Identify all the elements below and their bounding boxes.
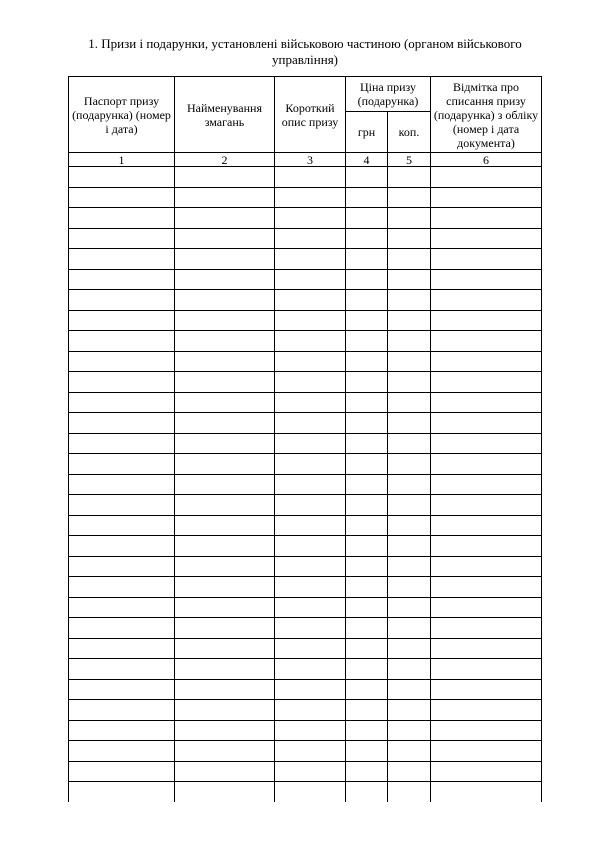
table-cell[interactable] bbox=[346, 700, 388, 721]
table-cell[interactable] bbox=[388, 392, 431, 413]
table-cell[interactable] bbox=[431, 187, 542, 208]
table-row bbox=[69, 495, 542, 516]
table-cell[interactable] bbox=[388, 290, 431, 311]
table-cell[interactable] bbox=[69, 228, 175, 249]
table-cell[interactable] bbox=[69, 638, 175, 659]
table-cell[interactable] bbox=[69, 433, 175, 454]
table-cell[interactable] bbox=[346, 495, 388, 516]
table-cell[interactable] bbox=[431, 331, 542, 352]
table-cell[interactable] bbox=[69, 720, 175, 741]
table-cell[interactable] bbox=[175, 536, 275, 557]
table-cell[interactable] bbox=[275, 413, 346, 434]
table-cell[interactable] bbox=[175, 351, 275, 372]
prizes-table bbox=[68, 76, 542, 802]
table-cell[interactable] bbox=[175, 474, 275, 495]
table-cell[interactable] bbox=[175, 228, 275, 249]
table-cell[interactable] bbox=[431, 536, 542, 557]
table-cell[interactable] bbox=[275, 741, 346, 762]
table-row bbox=[69, 782, 542, 803]
table-cell[interactable] bbox=[69, 351, 175, 372]
header-description: Короткий опис призу bbox=[275, 77, 346, 153]
table-cell[interactable] bbox=[175, 761, 275, 782]
column-number: 1 bbox=[69, 153, 175, 167]
table-row bbox=[69, 290, 542, 311]
table-cell[interactable] bbox=[388, 577, 431, 598]
table-row bbox=[69, 249, 542, 270]
table-cell[interactable] bbox=[388, 454, 431, 475]
table-cell[interactable] bbox=[275, 392, 346, 413]
table-cell[interactable] bbox=[175, 310, 275, 331]
table-cell[interactable] bbox=[69, 782, 175, 803]
table-cell[interactable] bbox=[346, 474, 388, 495]
table-cell[interactable] bbox=[275, 310, 346, 331]
table-row bbox=[69, 515, 542, 536]
table-cell[interactable] bbox=[346, 741, 388, 762]
table-cell[interactable] bbox=[346, 392, 388, 413]
table-cell[interactable] bbox=[346, 372, 388, 393]
table-cell[interactable] bbox=[431, 249, 542, 270]
table-cell[interactable] bbox=[175, 782, 275, 803]
table-cell[interactable] bbox=[69, 761, 175, 782]
table-cell[interactable] bbox=[275, 331, 346, 352]
table-cell[interactable] bbox=[431, 454, 542, 475]
table-cell[interactable] bbox=[346, 167, 388, 188]
table-cell[interactable] bbox=[346, 720, 388, 741]
table-cell[interactable] bbox=[388, 515, 431, 536]
table-row bbox=[69, 228, 542, 249]
table-cell[interactable] bbox=[69, 618, 175, 639]
table-cell[interactable] bbox=[388, 474, 431, 495]
table-cell[interactable] bbox=[69, 741, 175, 762]
table-cell[interactable] bbox=[431, 782, 542, 803]
table-cell[interactable] bbox=[275, 679, 346, 700]
table-cell[interactable] bbox=[431, 556, 542, 577]
table-cell[interactable] bbox=[175, 331, 275, 352]
column-number: 5 bbox=[388, 153, 431, 167]
page-title: 1. Призи і подарунки, установлені військовою частиною (органом військового управління) bbox=[88, 36, 522, 67]
table-cell[interactable] bbox=[346, 556, 388, 577]
table-cell[interactable] bbox=[431, 474, 542, 495]
table-cell[interactable] bbox=[431, 761, 542, 782]
table-cell[interactable] bbox=[275, 638, 346, 659]
table-cell[interactable] bbox=[431, 577, 542, 598]
table-cell[interactable] bbox=[346, 659, 388, 680]
table-cell[interactable] bbox=[431, 167, 542, 188]
table-cell[interactable] bbox=[69, 249, 175, 270]
table-cell[interactable] bbox=[388, 659, 431, 680]
table-cell[interactable] bbox=[69, 659, 175, 680]
table-cell[interactable] bbox=[69, 597, 175, 618]
table-cell[interactable] bbox=[346, 577, 388, 598]
table-cell[interactable] bbox=[388, 228, 431, 249]
table-cell[interactable] bbox=[431, 413, 542, 434]
table-cell[interactable] bbox=[346, 454, 388, 475]
table-cell[interactable] bbox=[175, 679, 275, 700]
table-cell[interactable] bbox=[275, 700, 346, 721]
table-cell[interactable] bbox=[175, 208, 275, 229]
table-row bbox=[69, 474, 542, 495]
table-cell[interactable] bbox=[175, 290, 275, 311]
table-row bbox=[69, 618, 542, 639]
column-number: 2 bbox=[175, 153, 275, 167]
table-row bbox=[69, 536, 542, 557]
table-cell[interactable] bbox=[175, 597, 275, 618]
table-cell[interactable] bbox=[175, 720, 275, 741]
table-cell[interactable] bbox=[69, 290, 175, 311]
table-cell[interactable] bbox=[275, 495, 346, 516]
table-cell[interactable] bbox=[275, 249, 346, 270]
table-cell[interactable] bbox=[388, 597, 431, 618]
table-row bbox=[69, 392, 542, 413]
table-row bbox=[69, 679, 542, 700]
table-cell[interactable] bbox=[346, 310, 388, 331]
table-cell[interactable] bbox=[431, 290, 542, 311]
table-cell[interactable] bbox=[346, 187, 388, 208]
table-cell[interactable] bbox=[275, 454, 346, 475]
table-row bbox=[69, 700, 542, 721]
table-cell[interactable] bbox=[431, 310, 542, 331]
table-cell[interactable] bbox=[69, 208, 175, 229]
table-row bbox=[69, 659, 542, 680]
table-cell[interactable] bbox=[175, 577, 275, 598]
table-cell[interactable] bbox=[346, 761, 388, 782]
table-cell[interactable] bbox=[346, 269, 388, 290]
table-cell[interactable] bbox=[175, 638, 275, 659]
table-cell[interactable] bbox=[388, 249, 431, 270]
table-cell[interactable] bbox=[275, 597, 346, 618]
table-cell[interactable] bbox=[431, 638, 542, 659]
table-cell[interactable] bbox=[275, 433, 346, 454]
table-cell[interactable] bbox=[388, 556, 431, 577]
table-cell[interactable] bbox=[388, 372, 431, 393]
table-row bbox=[69, 167, 542, 188]
table-cell[interactable] bbox=[346, 638, 388, 659]
table-cell[interactable] bbox=[346, 536, 388, 557]
table-row bbox=[69, 269, 542, 290]
table-cell[interactable] bbox=[175, 454, 275, 475]
table-cell[interactable] bbox=[175, 556, 275, 577]
table-cell[interactable] bbox=[69, 167, 175, 188]
table-cell[interactable] bbox=[175, 515, 275, 536]
table-cell[interactable] bbox=[346, 433, 388, 454]
table-cell[interactable] bbox=[388, 679, 431, 700]
table-cell[interactable] bbox=[388, 331, 431, 352]
table-row bbox=[69, 187, 542, 208]
column-number: 4 bbox=[346, 153, 388, 167]
table-row bbox=[69, 597, 542, 618]
table-cell[interactable] bbox=[388, 413, 431, 434]
table-cell[interactable] bbox=[275, 351, 346, 372]
column-number: 3 bbox=[275, 153, 346, 167]
table-cell[interactable] bbox=[346, 351, 388, 372]
table-cell[interactable] bbox=[346, 618, 388, 639]
table-cell[interactable] bbox=[175, 741, 275, 762]
table-cell[interactable] bbox=[431, 618, 542, 639]
table-cell[interactable] bbox=[69, 679, 175, 700]
table-cell[interactable] bbox=[175, 433, 275, 454]
table-cell[interactable] bbox=[69, 392, 175, 413]
table-cell[interactable] bbox=[431, 659, 542, 680]
table-cell[interactable] bbox=[69, 577, 175, 598]
column-number: 6 bbox=[431, 153, 542, 167]
table-cell[interactable] bbox=[69, 495, 175, 516]
table-cell[interactable] bbox=[431, 720, 542, 741]
table-cell[interactable] bbox=[388, 167, 431, 188]
table-cell[interactable] bbox=[69, 536, 175, 557]
table-cell[interactable] bbox=[388, 700, 431, 721]
table-cell[interactable] bbox=[175, 700, 275, 721]
table-cell[interactable] bbox=[69, 454, 175, 475]
table-row bbox=[69, 331, 542, 352]
table-cell[interactable] bbox=[175, 659, 275, 680]
header-competition: Найменування змагань bbox=[175, 77, 275, 153]
table-cell[interactable] bbox=[275, 208, 346, 229]
table-cell[interactable] bbox=[388, 495, 431, 516]
header-writeoff: Відмітка про списання призу (подарунка) з обліку (номер і дата документа) bbox=[431, 77, 542, 153]
table-cell[interactable] bbox=[431, 679, 542, 700]
table-row bbox=[69, 577, 542, 598]
table-row bbox=[69, 638, 542, 659]
table-cell[interactable] bbox=[275, 187, 346, 208]
table-cell[interactable] bbox=[275, 659, 346, 680]
table-row bbox=[69, 372, 542, 393]
table-cell[interactable] bbox=[175, 495, 275, 516]
table-cell[interactable] bbox=[175, 187, 275, 208]
table-cell[interactable] bbox=[175, 269, 275, 290]
table-cell[interactable] bbox=[388, 187, 431, 208]
table-cell[interactable] bbox=[431, 269, 542, 290]
table-cell[interactable] bbox=[431, 495, 542, 516]
table-cell[interactable] bbox=[431, 515, 542, 536]
table-cell[interactable] bbox=[69, 515, 175, 536]
table-cell[interactable] bbox=[388, 351, 431, 372]
table-cell[interactable] bbox=[431, 208, 542, 229]
table-row bbox=[69, 351, 542, 372]
table-cell[interactable] bbox=[431, 392, 542, 413]
table-cell[interactable] bbox=[275, 720, 346, 741]
table-row bbox=[69, 310, 542, 331]
table-cell[interactable] bbox=[275, 167, 346, 188]
table-cell[interactable] bbox=[431, 372, 542, 393]
table-row bbox=[69, 741, 542, 762]
table-cell[interactable] bbox=[275, 290, 346, 311]
table-cell[interactable] bbox=[346, 228, 388, 249]
table-cell[interactable] bbox=[388, 782, 431, 803]
table-cell[interactable] bbox=[346, 249, 388, 270]
header-kop: коп. bbox=[388, 112, 431, 153]
table-cell[interactable] bbox=[431, 351, 542, 372]
header-uah: грн bbox=[346, 112, 388, 153]
table-cell[interactable] bbox=[275, 782, 346, 803]
table-row bbox=[69, 208, 542, 229]
table-row bbox=[69, 761, 542, 782]
table-cell[interactable] bbox=[388, 269, 431, 290]
table-cell[interactable] bbox=[69, 331, 175, 352]
table-cell[interactable] bbox=[69, 556, 175, 577]
table-cell[interactable] bbox=[431, 597, 542, 618]
table-cell[interactable] bbox=[275, 536, 346, 557]
table-cell[interactable] bbox=[388, 741, 431, 762]
table-cell[interactable] bbox=[69, 310, 175, 331]
table-cell[interactable] bbox=[388, 638, 431, 659]
table-cell[interactable] bbox=[175, 413, 275, 434]
table-cell[interactable] bbox=[346, 290, 388, 311]
table-cell[interactable] bbox=[275, 228, 346, 249]
table-cell[interactable] bbox=[346, 782, 388, 803]
table-cell[interactable] bbox=[275, 515, 346, 536]
table-cell[interactable] bbox=[388, 618, 431, 639]
table-cell[interactable] bbox=[69, 413, 175, 434]
table-cell[interactable] bbox=[69, 187, 175, 208]
table-cell[interactable] bbox=[388, 433, 431, 454]
table-cell[interactable] bbox=[346, 679, 388, 700]
table-cell[interactable] bbox=[69, 474, 175, 495]
table-cell[interactable] bbox=[346, 515, 388, 536]
table-cell[interactable] bbox=[388, 720, 431, 741]
table-cell[interactable] bbox=[275, 577, 346, 598]
prizes-table-container bbox=[68, 76, 541, 802]
table-row bbox=[69, 556, 542, 577]
table-row bbox=[69, 413, 542, 434]
header-price: Ціна призу (подарунка) bbox=[346, 77, 431, 112]
table-cell[interactable] bbox=[69, 269, 175, 290]
table-cell[interactable] bbox=[431, 741, 542, 762]
table-cell[interactable] bbox=[175, 372, 275, 393]
table-cell[interactable] bbox=[346, 413, 388, 434]
table-cell[interactable] bbox=[175, 249, 275, 270]
table-cell[interactable] bbox=[275, 761, 346, 782]
table-cell[interactable] bbox=[69, 700, 175, 721]
table-cell[interactable] bbox=[431, 228, 542, 249]
table-cell[interactable] bbox=[275, 269, 346, 290]
table-cell[interactable] bbox=[431, 433, 542, 454]
table-cell[interactable] bbox=[388, 536, 431, 557]
table-cell[interactable] bbox=[346, 208, 388, 229]
table-cell[interactable] bbox=[346, 597, 388, 618]
table-cell[interactable] bbox=[275, 556, 346, 577]
table-cell[interactable] bbox=[388, 761, 431, 782]
header-passport: Паспорт призу (подарунка) (номер і дата) bbox=[69, 77, 175, 153]
table-cell[interactable] bbox=[69, 372, 175, 393]
table-cell[interactable] bbox=[431, 700, 542, 721]
table-cell[interactable] bbox=[388, 310, 431, 331]
table-row bbox=[69, 454, 542, 475]
table-row bbox=[69, 433, 542, 454]
table-cell[interactable] bbox=[275, 618, 346, 639]
table-cell[interactable] bbox=[275, 474, 346, 495]
table-cell[interactable] bbox=[175, 392, 275, 413]
table-cell[interactable] bbox=[346, 331, 388, 352]
table-cell[interactable] bbox=[388, 208, 431, 229]
table-cell[interactable] bbox=[275, 372, 346, 393]
table-cell[interactable] bbox=[175, 167, 275, 188]
table-row bbox=[69, 720, 542, 741]
table-cell[interactable] bbox=[175, 618, 275, 639]
column-numbers-row bbox=[69, 153, 542, 167]
